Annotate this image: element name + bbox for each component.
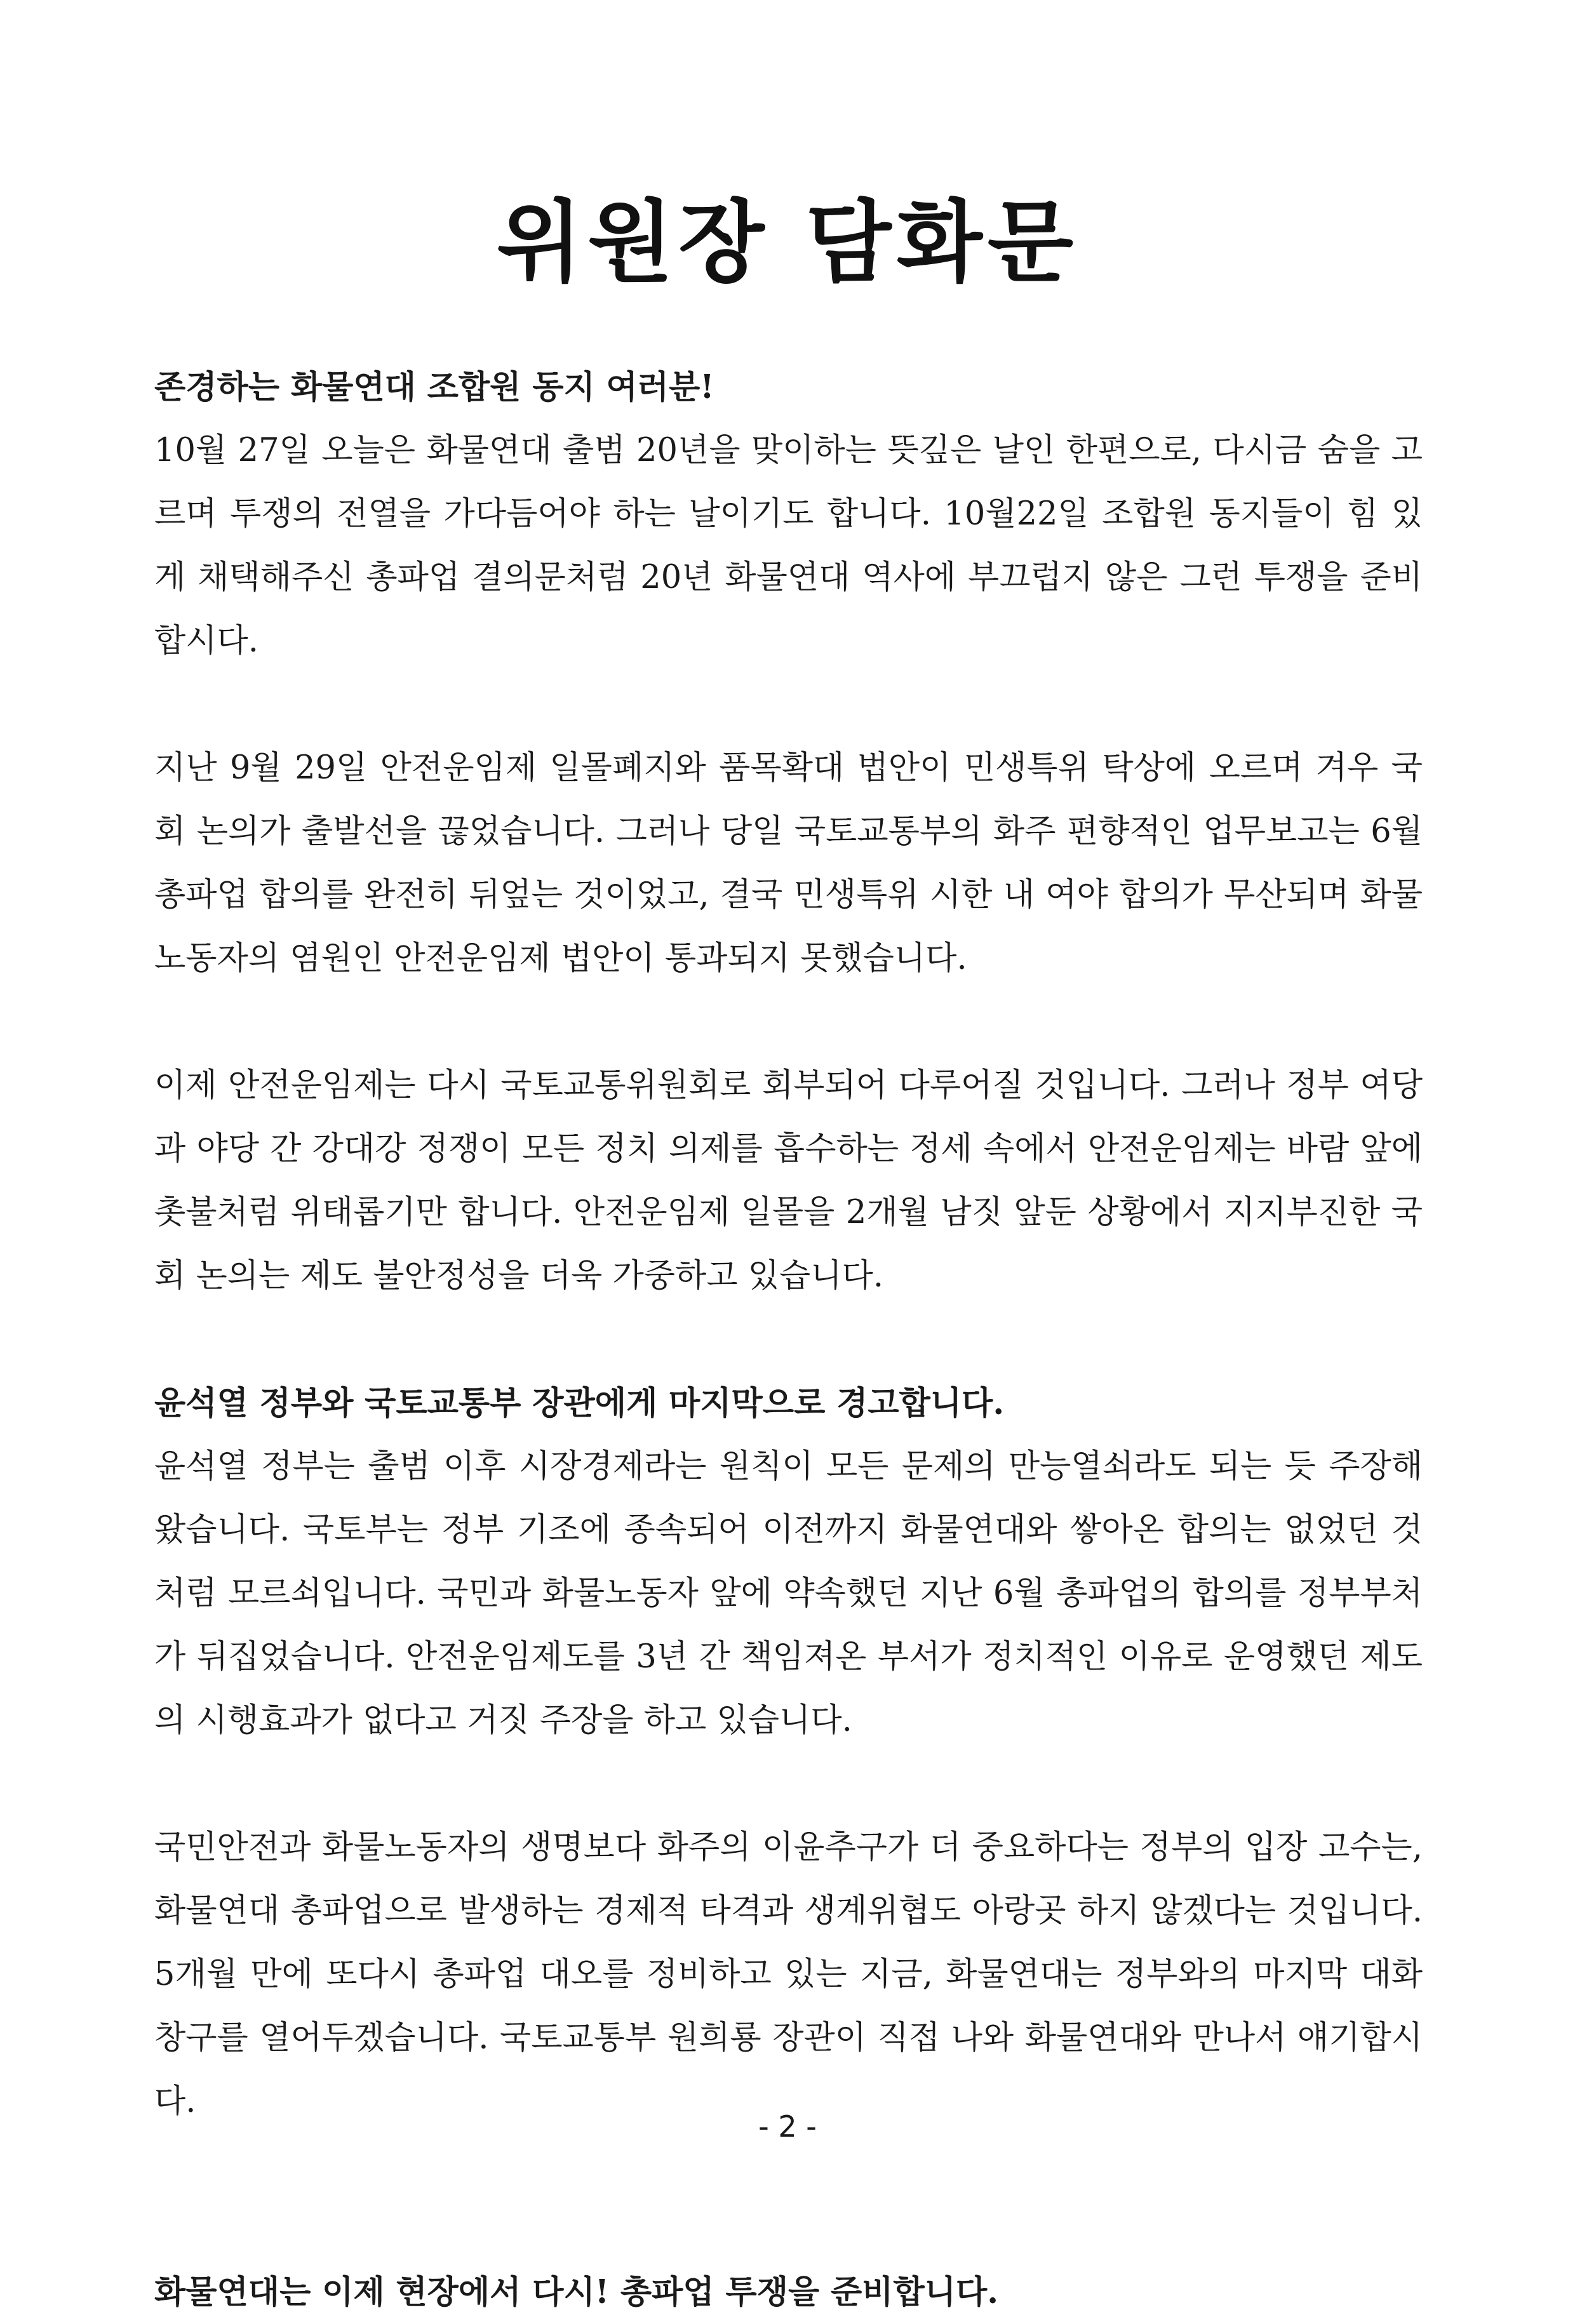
paragraph-4: 윤석열 정부는 출범 이후 시장경제라는 원칙이 모든 문제의 만능열쇠라도 되는 듯 주장해왔습니다. 국토부는 정부 기조에 종속되어 이전까지 화물연대와 쌓아온 합의는 없었던 것처럼 모르쇠입니다. 국민과 화물노동자 앞에 약속했던 지난 6월 총파업의 합의를 정부부처가 뒤집었습니다. 안전운임제도를 3년 간 책임져온 부서가 정치적인 이유로 운영했던 제도의 시행효과가 없다고 거짓 주장을 하고 있습니다. [154, 1448, 1423, 1739]
paragraph-2: 지난 9월 29일 안전운임제 일몰폐지와 품목확대 법안이 민생특위 탁상에 오르며 겨우 국회 논의가 출발선을 끊었습니다. 그러나 당일 국토교통부의 화주 편향적인 업무보고는 6월 총파업 합의를 완전히 뒤엎는 것이었고, 결국 민생특위 시한 내 여야 합의가 무산되며 화물노동자의 염원인 안전운임제 법안이 통과되지 못했습니다. [154, 749, 1423, 977]
page-number: - 2 - [758, 2109, 817, 2144]
warning-heading: 윤석열 정부와 국토교통부 장관에게 마지막으로 경고합니다. [154, 1384, 1005, 1422]
paragraph-3: 이제 안전운임제는 다시 국토교통위원회로 회부되어 다루어질 것입니다. 그러나 정부 여당과 야당 간 강대강 정쟁이 모든 정치 의제를 흡수하는 정세 속에서 안전운임제는 바람 앞에 촛불처럼 위태롭기만 합니다. 안전운임제 일몰을 2개월 남짓 앞둔 상황에서 지지부진한 국회 논의는 제도 불안정성을 더욱 가중하고 있습니다. [154, 1067, 1423, 1295]
paragraph-spacer [154, 1308, 1423, 1372]
paragraph-5: 국민안전과 화물노동자의 생명보다 화주의 이윤추구가 더 중요하다는 정부의 입장 고수는, 화물연대 총파업으로 발생하는 경제적 타격과 생계위협도 아랑곳 하지 않겠다는 것입니다. 5개월 만에 또다시 총파업 대오를 정비하고 있는 지금, 화물연대는 정부와의 마지막 대화창구를 열어두겠습니다. 국토교통부 원희룡 장관이 직접 나와 화물연대와 만나서 얘기합시다. [154, 1829, 1423, 2120]
paragraph-1: 10월 27일 오늘은 화물연대 출범 20년을 맞이하는 뜻깊은 날인 한편으로, 다시금 숨을 고르며 투쟁의 전열을 가다듬어야 하는 날이기도 합니다. 10월22일 조합원 동지들이 힘 있게 채택해주신 총파업 결의문처럼 20년 화물연대 역사에 부끄럽지 않은 그런 투쟁을 준비합시다. [154, 432, 1423, 660]
paragraph-spacer [154, 1753, 1423, 1816]
paragraph-spacer [154, 673, 1423, 737]
paragraph-spacer [154, 2134, 1423, 2261]
greeting-heading: 존경하는 화물연대 조합원 동지 여러분! [154, 368, 714, 406]
paragraph-spacer [154, 991, 1423, 1054]
document-body [154, 356, 1423, 2324]
closing-statement: 화물연대는 이제 현장에서 다시! 총파업 투쟁을 준비합니다. [154, 2273, 999, 2311]
page-title: 위원장 담화문 [496, 191, 1079, 295]
